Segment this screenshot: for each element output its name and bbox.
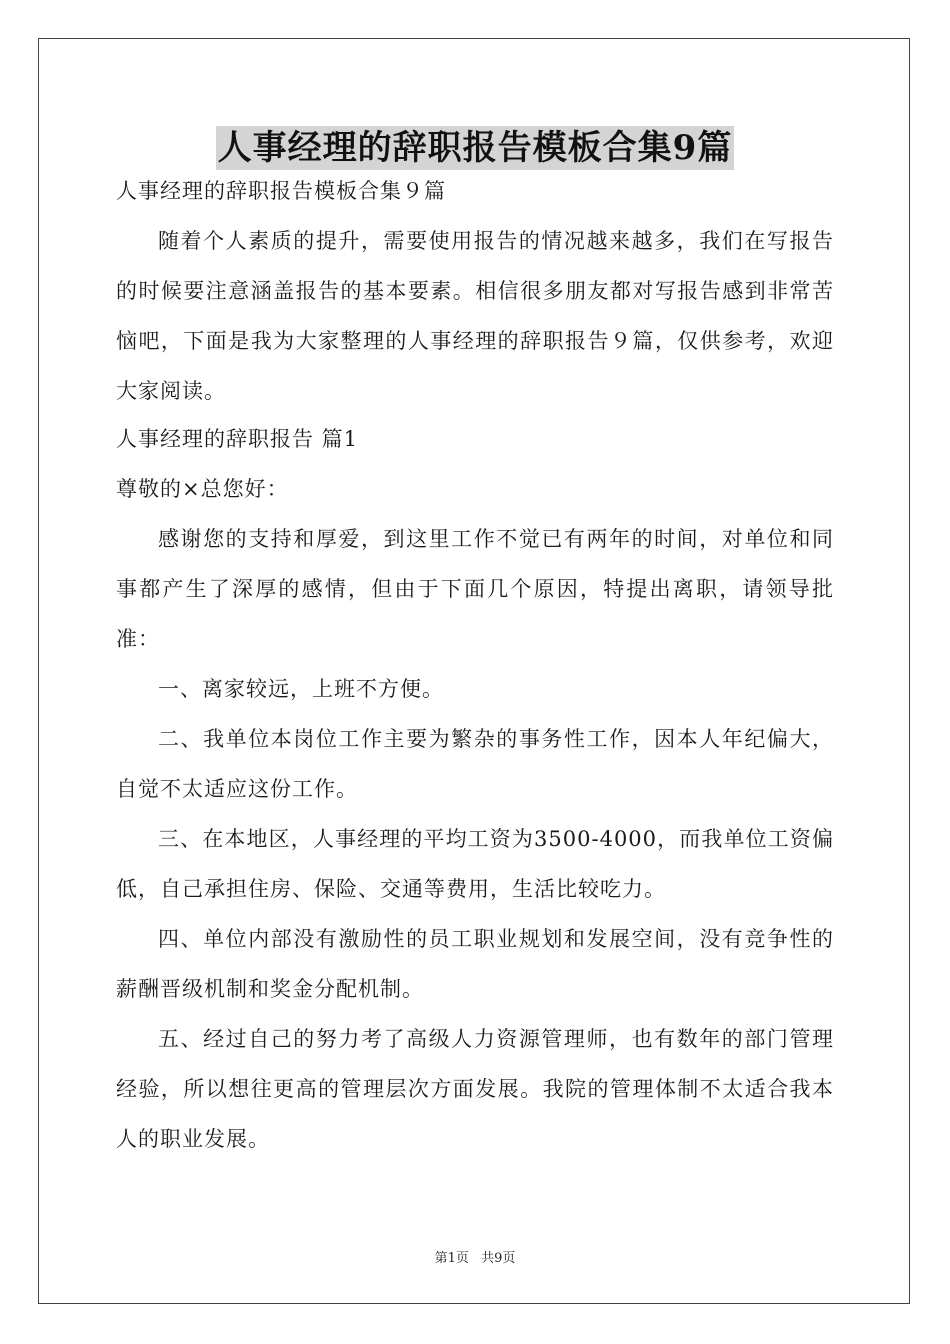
body-paragraph-2: 一、离家较远，上班不方便。 xyxy=(158,677,444,701)
intro-paragraph: 随着个人素质的提升，需要使用报告的情况越来越多，我们在写报告的时候要注意涵盖报告的基本要素。相信很多朋友都对写报告感到非常苦恼吧，下面是我为大家整理的人事经理的辞职报告９篇，仅供参考，欢迎大家阅读。 xyxy=(116,229,834,403)
page-footer xyxy=(0,1247,950,1266)
body-paragraph-5: 四、单位内部没有激励性的员工职业规划和发展空间，没有竞争性的薪酬晋级机制和奖金分配机制。 xyxy=(116,927,834,1001)
document-title: 人事经理的辞职报告模板合集9篇 xyxy=(217,128,733,168)
body-paragraph-4: 三、在本地区，人事经理的平均工资为3500-4000，而我单位工资偏低，自己承担住房、保险、交通等费用，生活比较吃力。 xyxy=(116,827,834,901)
page-number-current: 第1页 xyxy=(434,1251,469,1266)
subtitle-line: 人事经理的辞职报告模板合集９篇 xyxy=(116,179,446,203)
body-paragraph-3: 二、我单位本岗位工作主要为繁杂的事务性工作，因本人年纪偏大，自觉不太适应这份工作。 xyxy=(116,727,834,801)
salutation: 尊敬的×总您好： xyxy=(116,477,289,501)
document-body xyxy=(116,126,834,1164)
title-wrap xyxy=(116,126,834,170)
body-paragraph-1: 感谢您的支持和厚爱，到这里工作不觉已有两年的时间，对单位和同事都产生了深厚的感情，但由于下面几个原因，特提出离职，请领导批准： xyxy=(116,527,834,651)
body-paragraph-6: 五、经过自己的努力考了高级人力资源管理师，也有数年的部门管理经验，所以想往更高的管理层次方面发展。我院的管理体制不太适合我本人的职业发展。 xyxy=(116,1027,834,1151)
section-heading: 人事经理的辞职报告 篇1 xyxy=(116,427,359,451)
page-number-total: 共9页 xyxy=(481,1251,516,1266)
